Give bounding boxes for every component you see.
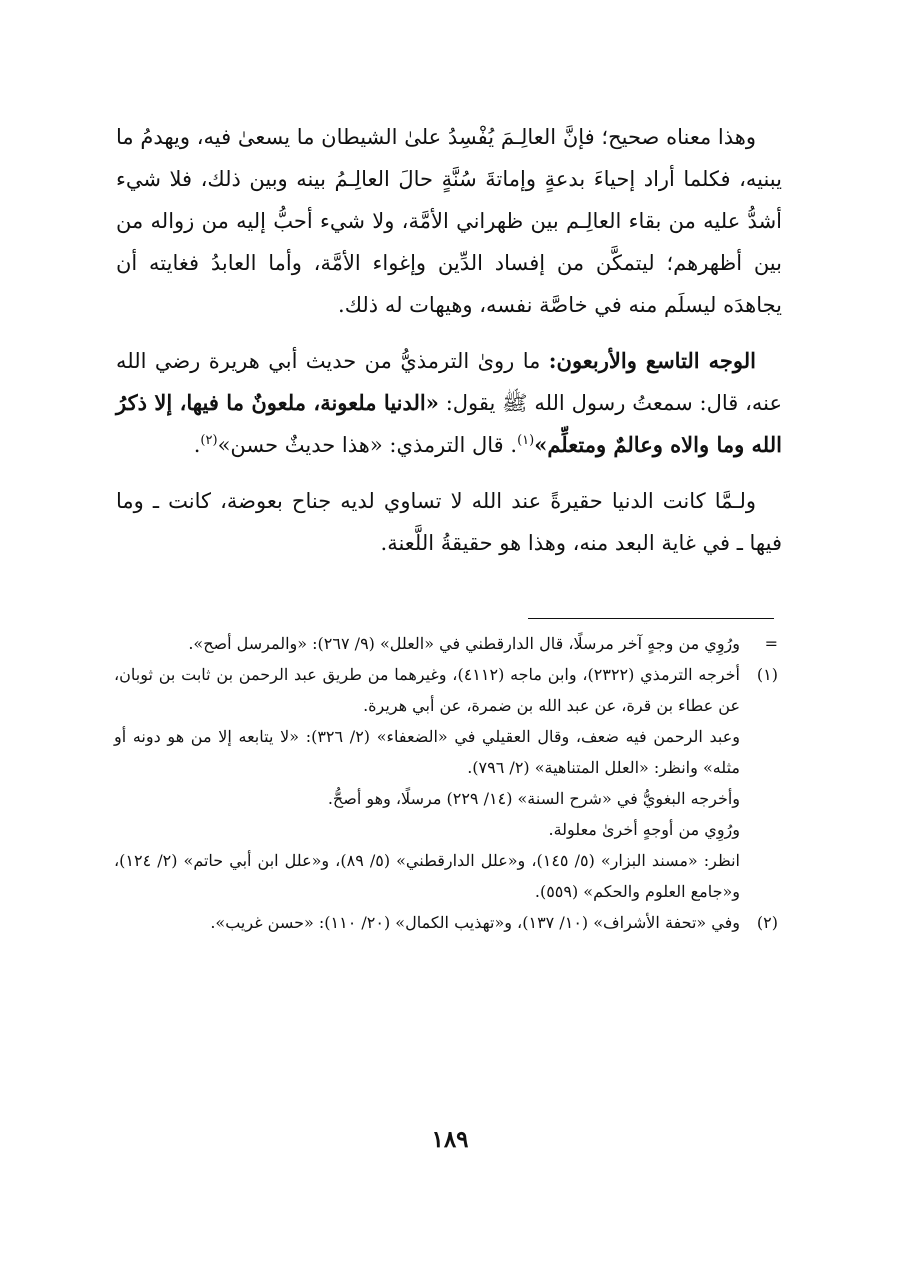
footnote-line: وأخرجه البغويُّ في «شرح السنة» (١٤/ ٢٢٩) مرسلًا، وهو أصحُّ. [327, 789, 740, 808]
hadith-quote: «الدنيا ملعونة، ملعونٌ ما فيها، إلا ذكرُ الله وما والاه وعالمٌ ومتعلِّم» [116, 390, 782, 457]
footnote-2 [114, 907, 778, 938]
footnote-line: ورُوِي من وجهٍ آخر مرسلًا، قال الدارقطني في «العلل» (٩/ ٢٦٧): «والمرسل أصح». [188, 634, 740, 653]
footnote-line: وعبد الرحمن فيه ضعف، وقال العقيلي في «الضعفاء» (٢/ ٣٢٦): «لا يتابعه إلا من هو دونه أو مثله» وانظر: «العلل المتناهية» (٢/ ٧٩٦). [114, 727, 740, 777]
paragraph-2-text-start: ما روىٰ الترمذيُّ من حديث أبي هريرة رضي الله عنه، قال: سمعتُ رسول الله ﷺ يقول: [116, 349, 782, 415]
footnote-marker: (٢) [756, 913, 778, 932]
footnote-separator [528, 618, 774, 619]
section-heading: الوجه التاسع والأربعون: [548, 348, 756, 373]
paragraph-3-text: ولـمَّا كانت الدنيا حقيرةً عند الله لا تساوي لديه جناح بعوضة، كانت ـ وما فيها ـ في غاية البعد منه، وهذا هو حقيقةُ اللَّعنة. [116, 489, 782, 555]
footnote-continued [114, 628, 778, 659]
paragraph-2-text-end: . قال الترمذي: «هذا حديثٌ حسن» [217, 433, 518, 457]
footnote-line: أخرجه الترمذي (٢٣٢٢)، وابن ماجه (٤١١٢)، وغيرهما من طريق عبد الرحمن بن ثابت بن ثوبان، عن عطاء بن قرة، عن عبد الله بن ضمرة، عن أبي هريرة. [114, 665, 741, 715]
paragraph-1 [116, 116, 782, 326]
footnote-line: انظر: «مسند البزار» (٥/ ١٤٥)، و«علل الدارقطني» (٥/ ٨٩)، و«علل ابن أبي حاتم» (٢/ ١٢٤)، و«جامع العلوم والحكم» (٥٥٩). [114, 851, 741, 901]
footnote-ref-2[interactable]: (٢) [200, 433, 218, 448]
paragraph-2 [116, 340, 782, 466]
page-number: ١٨٩ [431, 1126, 469, 1153]
main-text [116, 116, 782, 578]
footnote-line: ورُوِي من أوجهٍ أخرىٰ معلولة. [548, 820, 740, 839]
paragraph-1-text: وهذا معناه صحيح؛ فإنَّ العالِـمَ يُفْسِدُ علىٰ الشيطان ما يسعىٰ فيه، ويهدمُ ما يبنيه، فكلما أراد إحياءَ بدعةٍ وإماتةَ سُنَّةٍ حالَ العالِـمُ بينه وبين ذلك، فلا شيء أشدُّ عليه من بقاء العالِـم بين ظهراني الأمَّة، ولا شيء أحبُّ إليه من زواله من بين أظهرهم؛ ليتمكَّن من إفساد الدِّين وإغواء الأمَّة، وأما العابدُ فغايته أن يجاهدَه ليسلَم منه في خاصَّة نفسه، وهيهات له ذلك. [116, 125, 782, 317]
paragraph-2-period: . [193, 433, 201, 457]
paragraph-3 [116, 480, 782, 564]
footnote-marker: (١) [756, 665, 778, 684]
footnote-line: وفي «تحفة الأشراف» (١٠/ ١٣٧)، و«تهذيب الكمال» (٢٠/ ١١٠): «حسن غريب». [210, 913, 740, 932]
footnotes [114, 628, 778, 938]
footnote-marker: = [764, 634, 778, 653]
footnote-1 [114, 659, 778, 907]
footnote-ref-1[interactable]: (١) [517, 433, 535, 448]
